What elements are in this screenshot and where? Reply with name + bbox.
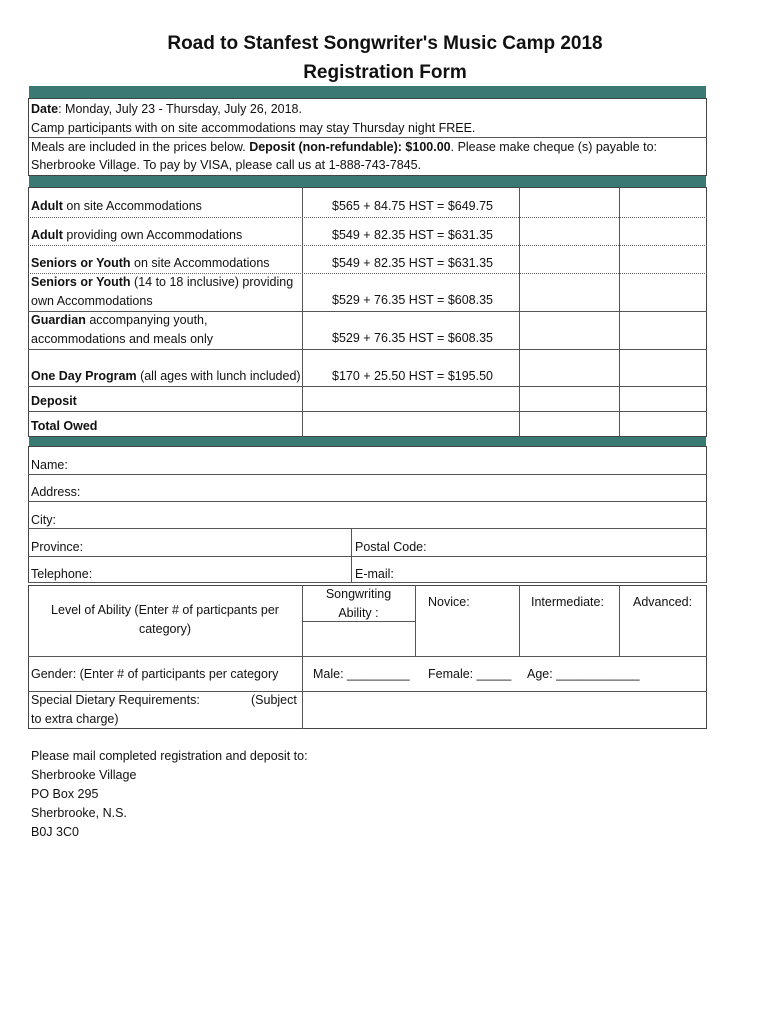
city-field[interactable]: City: bbox=[31, 513, 56, 527]
price-value: $549 + 82.35 HST = $631.35 bbox=[332, 228, 494, 242]
price-row-label-cont: own Accommodations bbox=[31, 294, 153, 308]
mailing-intro: Please mail completed registration and deposit to: bbox=[31, 749, 308, 763]
advanced-field[interactable]: Advanced: bbox=[633, 595, 693, 609]
info-line-3: Meals are included in the prices below. Deposit (non-refundable): $100.00. Please make cheque (s) payable to: bbox=[31, 140, 657, 154]
page-subtitle: Registration Form bbox=[303, 62, 467, 83]
male-field[interactable]: Male: _________ bbox=[313, 667, 410, 681]
price-row-label: One Day Program (all ages with lunch included) bbox=[31, 369, 301, 383]
price-value: $529 + 76.35 HST = $608.35 bbox=[332, 293, 494, 307]
info-line-4: Sherbrooke Village. To pay by VISA, please call us at 1-888-743-7845. bbox=[31, 158, 422, 172]
deposit-label: Deposit bbox=[31, 394, 77, 408]
telephone-field[interactable]: Telephone: bbox=[31, 567, 93, 581]
gender-label: Gender: (Enter # of participants per category bbox=[31, 667, 279, 681]
ability-label: Level of Ability (Enter # of particpants per category) bbox=[51, 603, 279, 636]
price-row-label: Adult on site Accommodations bbox=[31, 199, 202, 213]
dietary-subject-note: (Subject bbox=[251, 693, 297, 707]
header-band bbox=[29, 86, 706, 98]
mailing-line: Sherbrooke Village bbox=[31, 768, 137, 782]
contact-band bbox=[29, 437, 706, 446]
price-value: $565 + 84.75 HST = $649.75 bbox=[332, 199, 494, 213]
price-row-label-cont: accommodations and meals only bbox=[31, 332, 214, 346]
contact-table bbox=[28, 446, 707, 583]
address-field[interactable]: Address: bbox=[31, 485, 81, 499]
female-field[interactable]: Female: _____ bbox=[428, 667, 512, 681]
total-owed-label: Total Owed bbox=[31, 419, 98, 433]
age-field[interactable]: Age: ____________ bbox=[527, 667, 640, 681]
postal-code-field[interactable]: Postal Code: bbox=[355, 540, 427, 554]
email-field[interactable]: E-mail: bbox=[355, 567, 394, 581]
dietary-label-cont: to extra charge) bbox=[31, 712, 119, 726]
price-value: $170 + 25.50 HST = $195.50 bbox=[332, 369, 494, 383]
price-row-label: Adult providing own Accommodations bbox=[31, 228, 243, 242]
novice-field[interactable]: Novice: bbox=[428, 595, 470, 609]
price-row-label: Seniors or Youth on site Accommodations bbox=[31, 256, 270, 270]
dietary-label: Special Dietary Requirements: bbox=[31, 693, 200, 707]
province-field[interactable]: Province: bbox=[31, 540, 84, 554]
price-row-label: Guardian accompanying youth, bbox=[31, 313, 208, 327]
info-line-2: Camp participants with on site accommodations may stay Thursday night FREE. bbox=[31, 121, 476, 135]
price-value: $529 + 76.35 HST = $608.35 bbox=[332, 331, 494, 345]
intermediate-field[interactable]: Intermediate: bbox=[531, 595, 604, 609]
mailing-line: Sherbrooke, N.S. bbox=[31, 806, 127, 820]
mailing-line: B0J 3C0 bbox=[31, 825, 79, 839]
page-title: Road to Stanfest Songwriter's Music Camp 2018 bbox=[167, 33, 603, 54]
name-field[interactable]: Name: bbox=[31, 458, 68, 472]
mailing-line: PO Box 295 bbox=[31, 787, 99, 801]
date-line: Date: Monday, July 23 - Thursday, July 26, 2018. bbox=[31, 102, 302, 116]
pricing-band bbox=[29, 176, 706, 187]
price-row-label: Seniors or Youth (14 to 18 inclusive) providing bbox=[31, 275, 294, 289]
songwriting-ability-label: Songwriting Ability : bbox=[325, 587, 392, 620]
price-value: $549 + 82.35 HST = $631.35 bbox=[332, 256, 494, 270]
